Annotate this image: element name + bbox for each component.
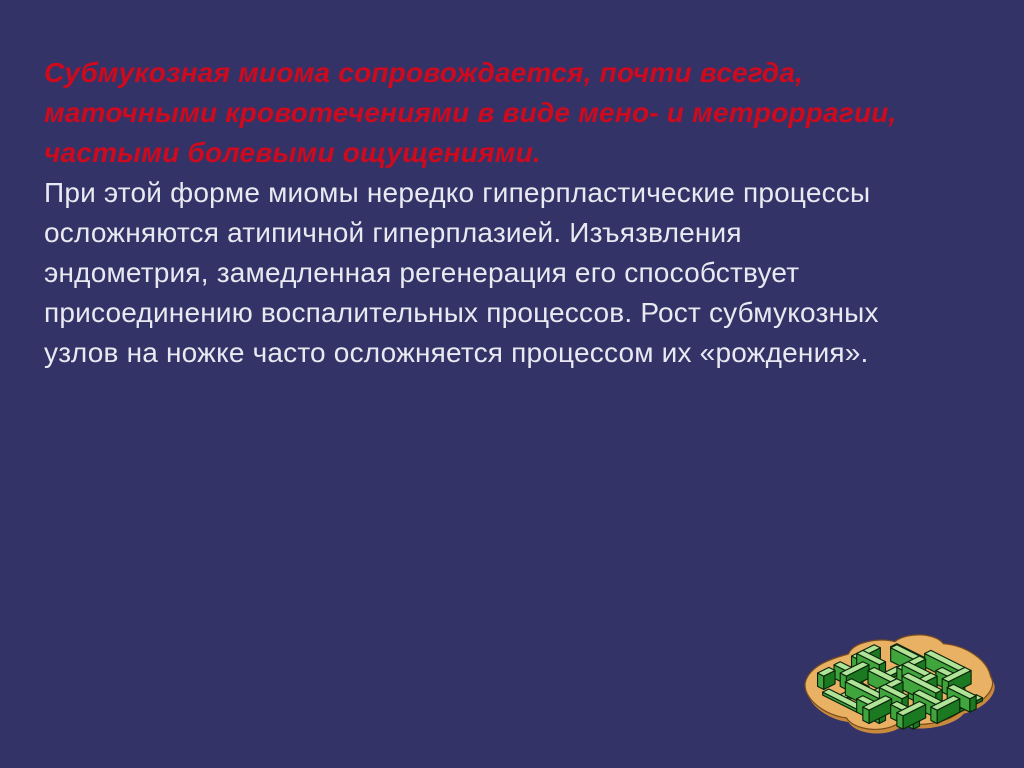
emphasis-line: маточными кровотечениями в виде мено- и метроррагии, (44, 97, 897, 128)
body-line: При этой форме миомы нередко гиперпластические процессы (44, 177, 871, 208)
body-line: эндометрия, замедленная регенерация его способствует (44, 257, 800, 288)
body-line: присоединению воспалительных процессов. Рост субмукозных (44, 297, 879, 328)
maze-clipart-svg (799, 621, 1005, 757)
body-line: осложняются атипичной гиперплазией. Изъязвления (44, 217, 742, 248)
slide-text-block (44, 53, 984, 373)
body-line: узлов на ножке часто осложняется процессом их «рождения». (44, 337, 869, 368)
emphasis-line: Субмукозная миома сопровождается, почти всегда, (44, 57, 804, 88)
body-paragraph (44, 173, 984, 373)
emphasis-paragraph (44, 53, 984, 173)
maze-clipart (799, 621, 1005, 757)
emphasis-line: частыми болевыми ощущениями. (44, 137, 541, 168)
